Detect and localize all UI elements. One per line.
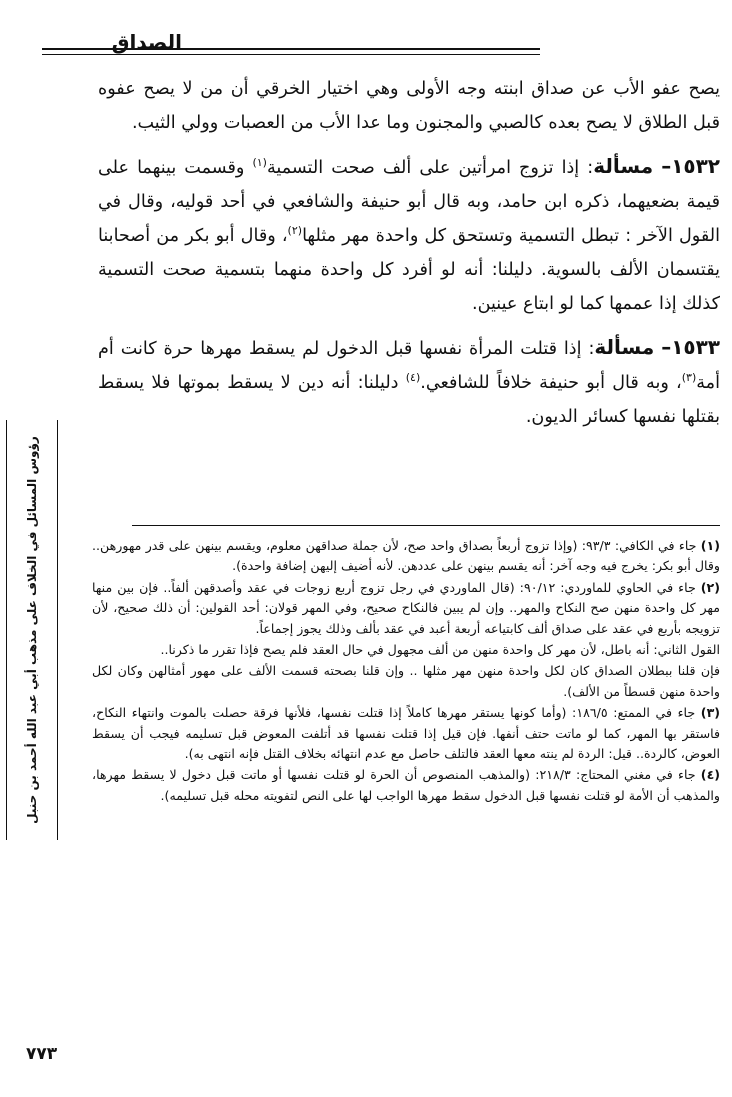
footnote-text: جاء في الكافي: ٩٣/٣: (وإذا تزوج أربعاً بصداق واحد صح، لأن جملة صداقهن معلوم، ويقسم بينهن على قدر مهورهن.. وقال أبو بكر: يخرج فيه وجه آخر: أنه يقسم بينهن على عددهن. لأنه أضيف إليهن إضافة واحدة). — [92, 538, 720, 574]
side-title-text: رؤوس المسائل في الخلاف على مذهب أبي عبد الله أحمد بن حنبل — [25, 436, 39, 824]
footnote-4 — [92, 765, 720, 806]
main-text — [98, 72, 720, 434]
header-rule — [42, 48, 540, 55]
footnote-text: جاء في مغني المحتاج: ٢١٨/٣: (والمذهب المنصوص أن الحرة لو قتلت نفسها أو ماتت قبل دخول لا يسقط مهرها، والمذهب أن الأمة لو قتلت نفسها قبل الدخول سقط مهرها الواجب لها على النص لتفويته محله قبل تسليمه). — [92, 767, 720, 803]
footnote-ref[interactable]: (٤) — [405, 371, 421, 385]
side-book-title — [6, 420, 58, 840]
footnote-ref[interactable]: (٣) — [681, 371, 697, 385]
footnote-1 — [92, 536, 720, 577]
intro-paragraph: يصح عفو الأب عن صداق ابنته وجه الأولى وهي اختيار الخرقي أن من لا يصح عفوه قبل الطلاق لا يصح بعده كالصبي والمجنون وما عدا الأب من العصبات وولي الثيب. — [98, 79, 720, 133]
footnote-label: (٤) — [700, 767, 721, 783]
footnote-label: (١) — [700, 538, 720, 553]
issue-text: ، وبه قال أبو حنيفة خلافاً للشافعي. — [420, 373, 682, 393]
issue-1533 — [98, 330, 720, 434]
issue-label: مسألة — [594, 335, 655, 359]
issue-text: وقسمت بينهما على قيمة بضعيهما، ذكره ابن حامد، وبه قال أبو حنيفة والشافعي في أحد قوليه، وقال في القول الآخر : تبطل التسمية وتستحق كل واحدة مهر مثلها — [98, 158, 720, 246]
footnote-label: (٣) — [700, 705, 721, 721]
issue-label: مسألة — [593, 154, 654, 178]
footnote-divider — [132, 525, 720, 526]
issue-1532 — [98, 149, 720, 321]
footnote-2-continued: القول الثاني: أنه باطل، لأن مهر كل واحدة منهن من ألف مجهول في حال العقد فلم يصح فإذا تقرر ما ذكرنا.. — [160, 642, 720, 658]
footnote-label: (٢) — [700, 579, 720, 595]
footnotes — [92, 536, 720, 807]
page-header-title: الصداق — [111, 30, 182, 54]
footnote-2 — [92, 578, 720, 639]
page-number: ٧٧٣ — [26, 1044, 58, 1064]
issue-text: : إذا قتلت المرأة نفسها قبل الدخول لم يسقط مهرها حرة كانت أم أمة — [98, 339, 720, 393]
footnote-ref[interactable]: (١) — [252, 156, 267, 170]
footnote-text: جاء في الحاوي للماوردي: ٩٠/١٢: (قال الماوردي في رجل تزوج أربع زوجات في عقد وأصدقهن ألفاً.. فإن بين منها مهر كل واحدة منهن صح النكاح والمهر.. وإن لم يبين فالنكاح صحيح، وفي المهر قولان: أحد القولين: أن ذلك صحيح، لأن تزويجه بأربع في عقد على صداق ألف كابتياعه أربعة أعبد في عقد بألف وذلك يجوز إجماعاً. — [92, 579, 720, 636]
footnote-text: جاء في الممتع: ١٨٦/٥: (وأما كونها يستقر مهرها كاملاً إذا قتلت نفسها، فلأنها فرقة حصلت بالموت وانتهاء النكاح، فاستقر بها المهر، كما لو ماتت حتف أنفها. فإن قيل إذا قتلت نفسها قد أتلفت المعوض قبل تسليمه فيجب أن يسقط العوض، كالردة.. قيل: الردة لم ينته معها العقد فالتلف حاصل مع عدم انتهائه بخلاف القتل فإنه انتهى به). — [92, 705, 720, 762]
issue-number: ١٥٣٢– — [661, 154, 721, 178]
issue-text: ، وقال أبو بكر من أصحابنا يقتسمان الألف بالسوية. دليلنا: أنه لو أفرد كل واحدة منهما بتسمية صحت التسمية كذلك إذا عممها كما لو ابتاع عينين. — [98, 226, 720, 314]
issue-number: ١٥٣٣– — [661, 335, 721, 359]
footnote-ref[interactable]: (٢) — [287, 224, 303, 238]
footnote-3 — [92, 703, 720, 764]
issue-text: دليلنا: أنه دين لا يسقط بموتها فلا يسقط بقتلها نفسها كسائر الديون. — [98, 373, 720, 427]
footnote-2-continued: فإن قلنا ببطلان الصداق كان لكل واحدة منهن مهر مثلها .. وإن قلنا بصحته قسمت الألف على مهور أمثالهن وكان لكل واحدة منهن قسطاً من الألف). — [92, 663, 720, 699]
issue-text: : إذا تزوج امرأتين على ألف صحت التسمية — [266, 158, 594, 178]
